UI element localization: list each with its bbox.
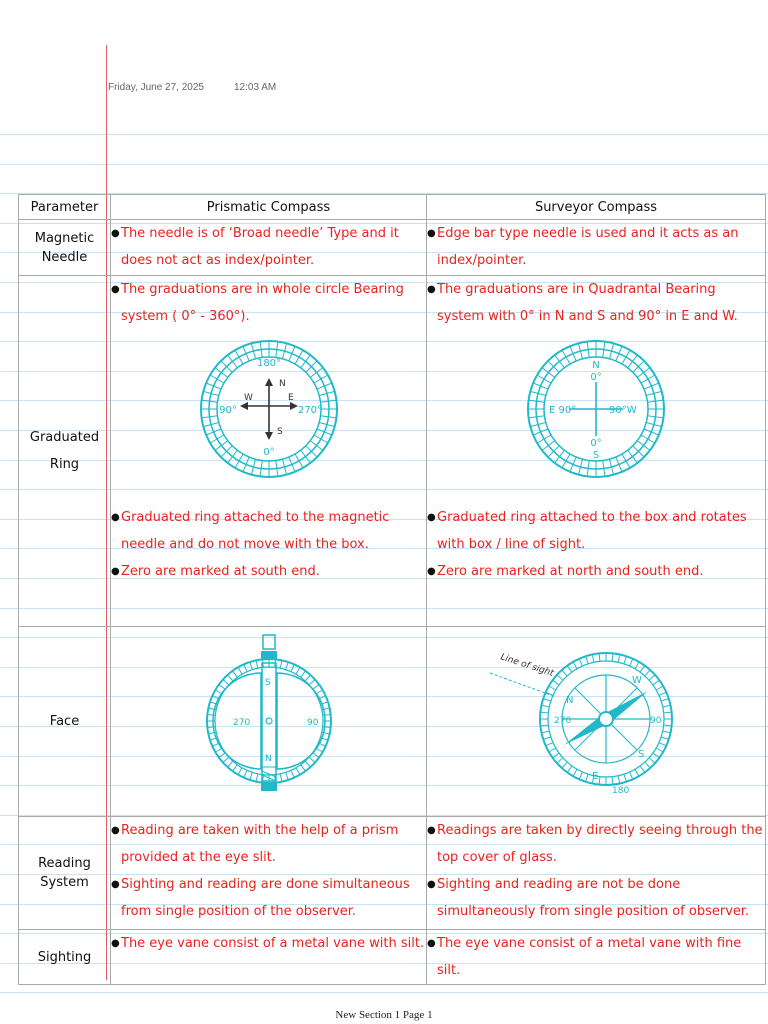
graduation-tick — [280, 774, 282, 782]
prismatic-ring-s: S — [276, 427, 283, 437]
graduation-tick — [309, 757, 315, 762]
graduation-tick — [653, 680, 659, 685]
bullet-icon: ● — [111, 284, 120, 295]
surveyor-cell — [427, 817, 766, 930]
param-reading-system: Reading System — [19, 817, 111, 930]
surveyor-ring-left: E 90° — [549, 405, 577, 416]
bullet-text: ● Graduated ring attached to the magnetic needle and do not move with the box. — [111, 504, 426, 558]
graduation-tick — [206, 429, 221, 435]
bullet-text: ● Edge bar type needle is used and it acts as an index/pointer. — [427, 220, 765, 274]
graduation-tick — [305, 761, 310, 767]
surveyor-ring-figure — [427, 334, 765, 484]
page-time: 12:03 AM — [234, 82, 277, 93]
surveyor-face-e: E — [592, 771, 599, 782]
graduation-tick — [242, 457, 248, 472]
graduation-tick — [300, 450, 310, 463]
graduation-tick — [235, 454, 243, 468]
graduation-tick — [546, 743, 553, 746]
graduation-tick — [288, 457, 294, 472]
graduation-tick — [285, 662, 287, 670]
surveyor-face-n: N — [566, 695, 574, 706]
graduation-tick — [533, 383, 548, 389]
graduation-tick — [218, 753, 224, 758]
graduation-tick — [222, 757, 228, 762]
graduation-tick — [218, 685, 224, 690]
bullet-text: ● Reading are taken with the help of a prism provided at the eye slit. — [111, 817, 426, 871]
graduation-tick — [256, 774, 258, 782]
graduation-tick — [280, 660, 282, 668]
table-row — [19, 930, 766, 985]
graduation-tick — [243, 664, 246, 671]
graduation-tick — [206, 383, 221, 389]
graduation-tick — [586, 656, 588, 664]
graduation-tick — [664, 725, 672, 726]
surveyor-ring-right: 90°W — [609, 405, 637, 416]
graduation-tick — [622, 454, 630, 468]
graduation-tick — [567, 766, 572, 772]
graduation-tick — [653, 753, 659, 758]
bullet-text: ● Sighting and reading are not be done simultaneously from single position of observer. — [427, 871, 765, 925]
bullet-text: ● Zero are marked at south end. — [111, 558, 426, 585]
graduation-tick — [210, 375, 224, 383]
graduation-tick — [618, 776, 620, 784]
header-prismatic: Prismatic Compass — [111, 195, 427, 220]
graduation-tick — [295, 350, 303, 364]
prismatic-ring-n: N — [278, 379, 286, 389]
prismatic-face-left: 270 — [232, 718, 250, 728]
surveyor-face-right: 90 — [650, 716, 662, 726]
bullet-icon: ● — [111, 228, 120, 239]
graduation-tick — [649, 758, 655, 763]
bullet-icon: ● — [427, 284, 436, 295]
graduation-tick — [570, 346, 576, 361]
bullet-icon: ● — [427, 512, 436, 523]
graduation-tick — [542, 368, 555, 378]
table-row — [19, 276, 766, 627]
graduation-tick — [645, 670, 650, 676]
graduation-tick — [300, 355, 310, 368]
graduation-tick — [599, 653, 600, 661]
graduation-tick — [310, 441, 323, 451]
graduation-tick — [586, 774, 588, 782]
bullet-icon: ● — [111, 825, 120, 836]
surveyor-ring-diagram — [521, 334, 671, 484]
graduation-tick — [540, 712, 548, 713]
graduation-tick — [541, 705, 549, 707]
prismatic-ring-diagram — [194, 334, 344, 484]
graduation-tick — [314, 435, 328, 443]
prismatic-face-s: S — [264, 678, 271, 688]
rule-line — [0, 164, 768, 165]
graduation-tick — [616, 346, 622, 361]
graduation-tick — [640, 666, 645, 672]
graduation-tick — [541, 731, 549, 733]
bullet-icon: ● — [111, 879, 120, 890]
bullet-text: ● Zero are marked at north and south end. — [427, 558, 765, 585]
graduation-tick — [317, 383, 332, 389]
graduation-tick — [290, 664, 293, 671]
graduation-tick — [540, 725, 548, 726]
bullet-text: ● The graduations are in Quadrantal Bearing system with 0° in N and S and 90° in E and W. — [427, 276, 765, 330]
graduation-tick — [288, 346, 294, 361]
graduation-tick — [210, 435, 224, 443]
prismatic-ring-w: W — [243, 393, 253, 403]
bullet-icon: ● — [427, 879, 436, 890]
graduation-tick — [622, 350, 630, 364]
graduation-tick — [553, 753, 559, 758]
graduation-tick — [285, 772, 287, 780]
graduation-tick — [555, 450, 565, 463]
graduation-tick — [579, 772, 582, 779]
graduation-tick — [612, 653, 613, 661]
graduation-tick — [637, 441, 650, 451]
graduation-tick — [567, 666, 572, 672]
graduation-tick — [249, 772, 251, 780]
graduation-tick — [243, 770, 246, 777]
graduation-tick — [661, 737, 669, 739]
table-row — [19, 220, 766, 276]
bullet-icon: ● — [111, 938, 120, 949]
header-surveyor: Surveyor Compass — [427, 195, 766, 220]
graduation-tick — [630, 772, 633, 779]
bullet-text: ● The graduations are in whole circle Bearing system ( 0° - 360°). — [111, 276, 426, 330]
param-magnetic-needle: Magnetic Needle — [19, 220, 111, 276]
graduation-tick — [238, 768, 242, 775]
param-sighting: Sighting — [19, 930, 111, 985]
prismatic-face-n: N — [264, 754, 272, 764]
graduation-tick — [242, 346, 248, 361]
graduation-tick — [624, 656, 626, 664]
graduation-tick — [628, 450, 638, 463]
graduation-tick — [644, 429, 659, 435]
prismatic-ring-label-left: 90° — [218, 405, 237, 416]
prismatic-cell — [111, 627, 427, 817]
graduation-tick — [300, 671, 305, 677]
graduation-tick — [296, 768, 300, 775]
surveyor-face-figure — [427, 633, 765, 803]
graduation-tick — [543, 737, 551, 739]
prismatic-ring-label-bottom: 0° — [262, 447, 275, 458]
graduation-tick — [227, 450, 237, 463]
surveyor-ring-n: N — [592, 360, 600, 371]
bullet-icon: ● — [427, 566, 436, 577]
graduation-tick — [557, 675, 563, 680]
graduation-tick — [624, 774, 626, 782]
graduation-tick — [549, 748, 556, 752]
bullet-text: ● Graduated ring attached to the box and rotates with box / line of sight. — [427, 504, 765, 558]
graduation-tick — [215, 368, 228, 378]
graduation-tick — [635, 662, 639, 669]
comparison-table — [18, 194, 766, 985]
graduation-tick — [227, 675, 232, 681]
graduation-tick — [573, 662, 577, 669]
graduation-tick — [579, 659, 582, 666]
graduation-tick — [599, 777, 600, 785]
bullet-icon: ● — [111, 566, 120, 577]
graduation-tick — [305, 675, 310, 681]
surveyor-ring-bottom-deg: 0° — [590, 438, 602, 449]
bullet-text: ● Readings are taken by directly seeing through the top cover of glass. — [427, 817, 765, 871]
graduation-tick — [555, 355, 565, 368]
graduation-tick — [616, 457, 622, 472]
prismatic-ring-e: E — [287, 393, 294, 403]
graduation-tick — [232, 671, 237, 677]
graduation-tick — [549, 686, 556, 690]
graduation-tick — [644, 383, 659, 389]
page-footer: New Section 1 Page 1 — [335, 1009, 433, 1021]
graduation-tick — [656, 686, 663, 690]
graduation-tick — [659, 743, 666, 746]
graduation-tick — [656, 748, 663, 752]
graduation-tick — [661, 699, 669, 701]
graduation-tick — [537, 435, 551, 443]
prismatic-face-figure — [111, 633, 426, 803]
graduation-tick — [227, 355, 237, 368]
surveyor-face-left: 270 — [554, 716, 572, 726]
surveyor-face-diagram — [486, 633, 706, 803]
surveyor-ring-s: S — [592, 450, 600, 461]
bullet-icon: ● — [427, 228, 436, 239]
graduation-tick — [314, 375, 328, 383]
prismatic-ring-label-right: 270° — [297, 405, 322, 416]
graduation-tick — [312, 685, 318, 690]
graduation-tick — [310, 368, 323, 378]
param-graduated-ring: Graduated Ring — [19, 276, 111, 627]
graduation-tick — [630, 659, 633, 666]
graduation-tick — [557, 758, 563, 763]
bullet-icon: ● — [427, 938, 436, 949]
graduation-tick — [235, 350, 243, 364]
param-face: Face — [19, 627, 111, 817]
surveyor-face-w: W — [632, 675, 642, 686]
graduation-tick — [309, 680, 315, 685]
graduation-tick — [637, 368, 650, 378]
bullet-icon: ● — [427, 825, 436, 836]
graduation-tick — [562, 350, 570, 364]
table-row — [19, 627, 766, 817]
graduation-tick — [222, 680, 228, 685]
rule-line — [0, 992, 768, 993]
graduation-tick — [295, 454, 303, 468]
surveyor-face-bottom: 180 — [612, 786, 630, 796]
bullet-text: ● Sighting and reading are done simultaneous from single position of the observer. — [111, 871, 426, 925]
graduation-tick — [227, 761, 232, 767]
prismatic-ring-figure — [111, 334, 426, 484]
graduation-tick — [649, 675, 655, 680]
prismatic-cell — [111, 817, 427, 930]
graduation-tick — [612, 777, 613, 785]
graduation-tick — [641, 375, 655, 383]
graduation-tick — [635, 769, 639, 776]
graduation-tick — [628, 355, 638, 368]
graduation-tick — [533, 429, 548, 435]
line-of-sight-label: Line of sight — [499, 652, 555, 679]
surveyor-cell — [427, 627, 766, 817]
prismatic-face-diagram — [199, 633, 339, 803]
prismatic-ring-label-top: 180° — [256, 358, 281, 369]
graduation-tick — [562, 454, 570, 468]
bullet-text: ● The eye vane consist of a metal vane with fine silt. — [427, 930, 765, 984]
graduation-tick — [290, 770, 293, 777]
graduation-tick — [562, 762, 567, 768]
graduation-tick — [543, 699, 551, 701]
page-date: Friday, June 27, 2025 — [108, 82, 204, 93]
graduation-tick — [573, 769, 577, 776]
graduation-tick — [249, 662, 251, 670]
graduation-tick — [296, 667, 300, 674]
bullet-icon: ● — [111, 512, 120, 523]
header-parameter: Parameter — [19, 195, 111, 220]
surveyor-ring-top-deg: 0° — [590, 372, 602, 383]
prismatic-face-right: 90 — [306, 718, 318, 728]
graduation-tick — [537, 375, 551, 383]
surveyor-face-s: S — [638, 749, 645, 760]
graduation-tick — [256, 660, 258, 668]
surveyor-cell — [427, 930, 766, 985]
graduation-tick — [542, 441, 555, 451]
surveyor-cell — [427, 276, 766, 627]
graduation-tick — [238, 667, 242, 674]
graduation-tick — [317, 429, 332, 435]
graduation-tick — [645, 762, 650, 768]
graduation-tick — [664, 712, 672, 713]
graduation-tick — [232, 765, 237, 771]
graduation-tick — [592, 654, 594, 662]
graduation-tick — [640, 766, 645, 772]
graduation-tick — [570, 457, 576, 472]
bullet-text: ● The needle is of ‘Broad needle’ Type and it does not act as index/pointer. — [111, 220, 426, 274]
graduation-tick — [659, 692, 666, 695]
table-header-row — [19, 195, 766, 220]
surveyor-cell — [427, 220, 766, 276]
prismatic-cell — [111, 220, 427, 276]
prismatic-cell — [111, 276, 427, 627]
graduation-tick — [300, 765, 305, 771]
bullet-text: ● The eye vane consist of a metal vane with silt. — [111, 930, 426, 957]
graduation-tick — [641, 435, 655, 443]
graduation-tick — [562, 670, 567, 676]
prismatic-cell — [111, 930, 427, 985]
graduation-tick — [618, 654, 620, 662]
graduation-tick — [663, 731, 671, 733]
graduation-tick — [215, 441, 228, 451]
graduation-tick — [312, 753, 318, 758]
rule-line — [0, 134, 768, 135]
graduation-tick — [553, 680, 559, 685]
graduation-tick — [663, 705, 671, 707]
table-row — [19, 817, 766, 930]
